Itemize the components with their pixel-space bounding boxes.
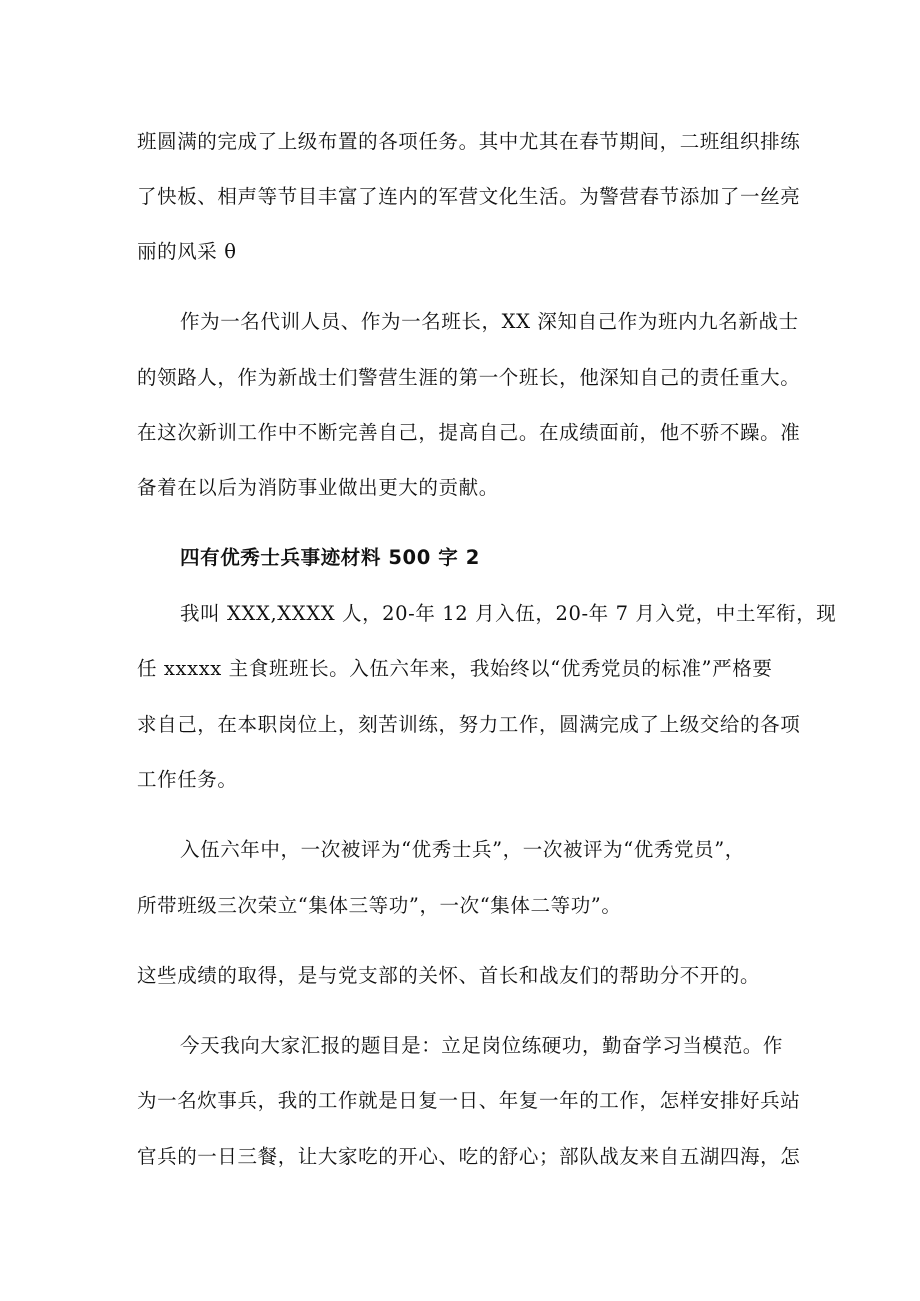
paragraph-3-line-1: 我叫 XXX,XXXX 人，20-年 12 月入伍，20-年 7 月入党，中土军衔，现 xyxy=(180,602,837,625)
paragraph-4-line-1: 入伍六年中，一次被评为“优秀士兵”，一次被评为“优秀党员”， xyxy=(180,838,745,861)
paragraph-6-line-1: 今天我向大家汇报的题目是：立足岗位练硬功，勤奋学习当模范。作 xyxy=(180,1034,784,1057)
paragraph-6-line-2: 为一名炊事兵，我的工作就是日复一日、年复一年的工作，怎样安排好兵站 xyxy=(137,1089,801,1112)
section-heading: 四有优秀士兵事迹材料 500 字 2 xyxy=(180,546,480,569)
paragraph-2-line-4: 备着在以后为消防事业做出更大的贡献。 xyxy=(137,476,499,499)
paragraph-1-line-1: 班圆满的完成了上级布置的各项任务。其中尤其在春节期间，二班组织排练 xyxy=(137,130,801,153)
paragraph-2-line-3: 在这次新训工作中不断完善自己，提高自己。在成绩面前，他不骄不躁。准 xyxy=(137,421,801,444)
paragraph-1-line-2: 了快板、相声等节目丰富了连内的军营文化生活。为警营春节添加了一丝亮 xyxy=(137,185,801,208)
paragraph-4-line-2: 所带班级三次荣立“集体三等功”，一次“集体二等功”。 xyxy=(137,894,622,917)
paragraph-3-line-2: 任 xxxxx 主食班班长。入伍六年来，我始终以“优秀党员的标准”严格要 xyxy=(137,657,773,680)
paragraph-2-line-1: 作为一名代训人员、作为一名班长，XX 深知自己作为班内九名新战士 xyxy=(180,310,799,333)
paragraph-5-line-1: 这些成绩的取得，是与党支部的关怀、首长和战友们的帮助分不开的。 xyxy=(137,964,761,987)
paragraph-3-line-3: 求自己，在本职岗位上，刻苦训练，努力工作，圆满完成了上级交给的各项 xyxy=(137,713,801,736)
paragraph-3-line-4: 工作任务。 xyxy=(137,768,238,791)
paragraph-2-line-2: 的领路人，作为新战士们警营生涯的第一个班长，他深知自己的责任重大。 xyxy=(137,366,801,389)
paragraph-6-line-3: 官兵的一日三餐，让大家吃的开心、吃的舒心；部队战友来自五湖四海，怎 xyxy=(137,1145,801,1168)
paragraph-1-line-3: 丽的风采 θ xyxy=(137,240,237,263)
